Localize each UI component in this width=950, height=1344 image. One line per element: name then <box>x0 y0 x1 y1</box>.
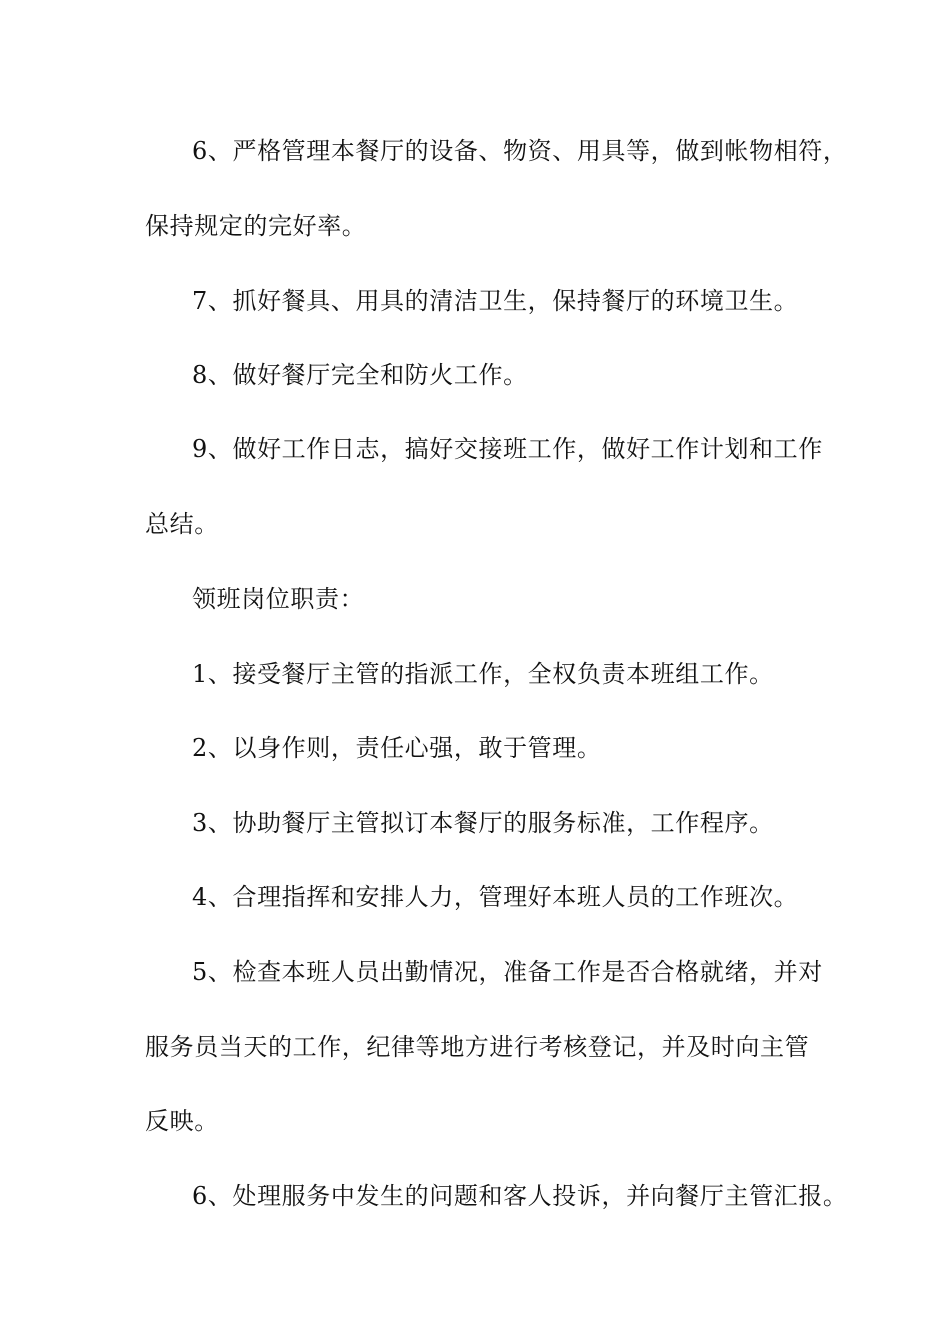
section-heading: 领班岗位职责： <box>192 585 365 613</box>
paragraph-line: 4、合理指挥和安排人力，管理好本班人员的工作班次。 <box>192 883 799 911</box>
paragraph-line: 总结。 <box>145 510 219 538</box>
paragraph-line: 3、协助餐厅主管拟订本餐厅的服务标准，工作程序。 <box>192 809 774 837</box>
paragraph-line: 1、接受餐厅主管的指派工作，全权负责本班组工作。 <box>192 660 774 688</box>
paragraph-line: 2、以身作则，责任心强，敢于管理。 <box>192 734 602 762</box>
paragraph-line: 6、处理服务中发生的问题和客人投诉，并向餐厅主管汇报。 <box>192 1182 848 1210</box>
paragraph-line: 6、严格管理本餐厅的设备、物资、用具等，做到帐物相符， <box>192 137 848 165</box>
paragraph-line: 7、抓好餐具、用具的清洁卫生，保持餐厅的环境卫生。 <box>192 287 799 315</box>
paragraph-line: 反映。 <box>145 1107 219 1135</box>
paragraph-line: 9、做好工作日志，搞好交接班工作，做好工作计划和工作 <box>192 435 823 463</box>
paragraph-line: 保持规定的完好率。 <box>145 212 367 240</box>
paragraph-line: 5、检查本班人员出勤情况，准备工作是否合格就绪，并对 <box>192 958 823 986</box>
paragraph-line: 服务员当天的工作，纪律等地方进行考核登记，并及时向主管 <box>145 1033 810 1061</box>
paragraph-line: 8、做好餐厅完全和防火工作。 <box>192 361 528 389</box>
